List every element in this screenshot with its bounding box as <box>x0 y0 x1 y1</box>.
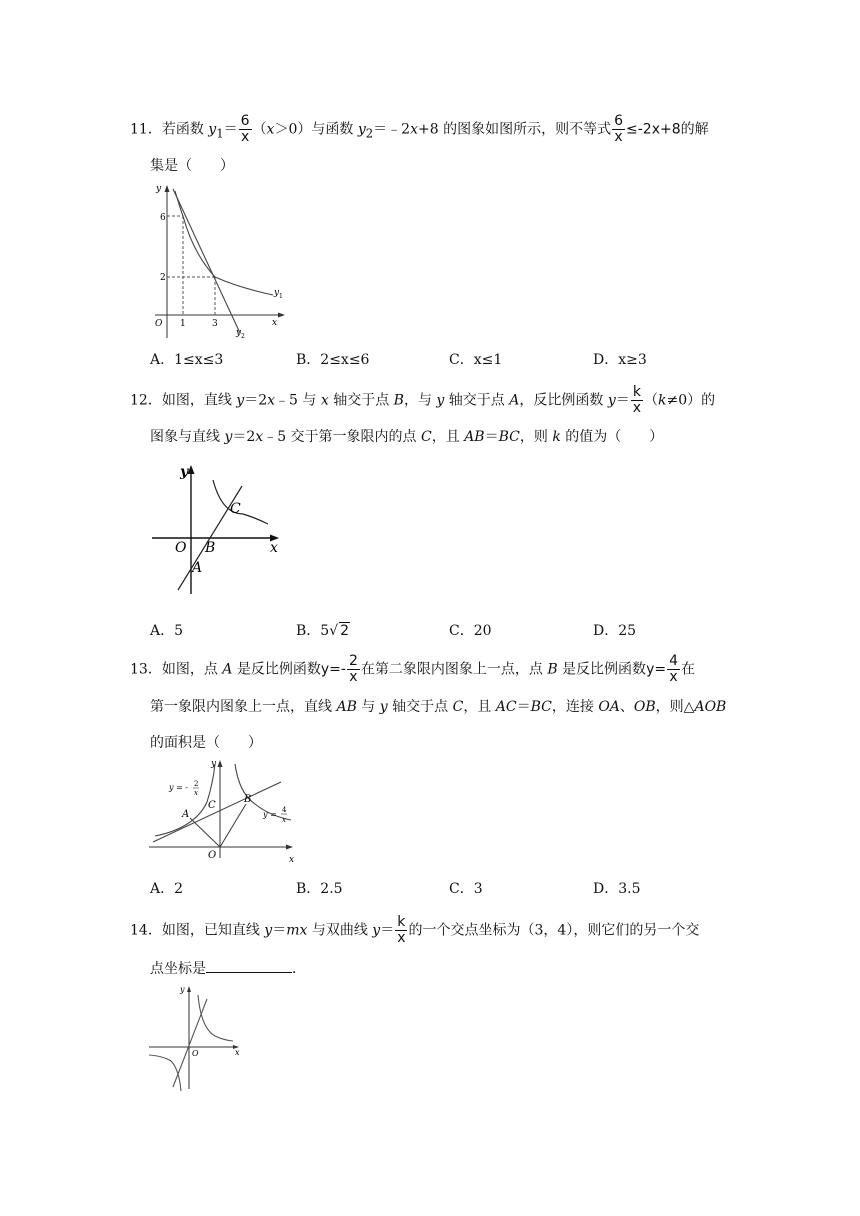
q12-graph-svg <box>150 462 290 602</box>
svg-text:2: 2 <box>194 780 199 788</box>
fraction-k-over-x-q14: $\frac{k}{x}$ <box>397 914 406 946</box>
q13-point-a: A <box>182 809 190 820</box>
q13-graph-svg <box>145 758 305 868</box>
q14-figure <box>145 983 245 1097</box>
q13-y-label: y <box>211 759 217 769</box>
q13-point-b: B <box>244 794 252 805</box>
q11-curve-y1 <box>175 191 273 295</box>
q11-line2: 集是（ ） <box>150 158 234 174</box>
q11-origin: O <box>155 319 163 329</box>
q12-option-a[interactable]: A．5 <box>150 623 184 639</box>
q12-option-b[interactable]: B．5√ 2 <box>296 623 350 639</box>
svg-text:2: 2 <box>241 333 245 340</box>
q13-segment-ob <box>220 804 246 847</box>
q11-x-label: x <box>272 318 278 328</box>
q12-point-c: C <box>230 501 241 517</box>
q11-tick-2: 2 <box>160 273 166 283</box>
q13-line1: 13．如图，点 A 是反比例函数y=- $\frac{2}{x}$ 在第二象限内图象上一点，点 B 是反比例函数y= $\frac{4}{x}$ 在 <box>130 653 695 685</box>
sqrt-symbol: √ 2 <box>329 623 350 639</box>
q13-option-b[interactable]: B．2.5 <box>296 881 343 897</box>
q13-curve-left <box>155 764 215 836</box>
q12-option-d[interactable]: D．25 <box>593 623 637 639</box>
svg-text:4: 4 <box>282 806 287 814</box>
q13-option-d[interactable]: D．3.5 <box>593 881 641 897</box>
q11-number: 11． <box>130 121 162 138</box>
q14-x-label: x <box>235 1048 240 1057</box>
q14-hyperbola-q3 <box>149 1055 181 1091</box>
q12-x-label: x <box>270 540 278 556</box>
q13-left-label: y = - <box>169 783 189 792</box>
q11-y-label: y <box>156 184 162 194</box>
q13-point-c: C <box>208 800 216 811</box>
fraction-2-over-x: $\frac{2}{x}$ <box>348 653 358 685</box>
q13-origin: O <box>208 850 217 861</box>
q13-segment-oa <box>190 818 220 847</box>
q11-option-c[interactable]: C．x≤1 <box>449 352 503 368</box>
fraction-4-over-x: $\frac{4}{x}$ <box>669 653 678 685</box>
q11-tick-1: 1 <box>180 319 186 329</box>
q12-point-a: A <box>192 560 203 576</box>
q13-line3: 的面积是（ ） <box>150 735 262 751</box>
svg-text:x: x <box>194 789 198 797</box>
q11-line1: 11．若函数 $y_1=$ $\frac{6}{x}$ （x＞0）与函数 $y_2=﹣2x+8$ 的图象如图所示，则不等式 $\frac{6}{x}$ ≤-2x+8的解 <box>130 113 709 145</box>
q12-line1: 12．如图，直线 y＝2x﹣5 与 x 轴交于点 B，与 y 轴交于点 A，反比例函数 y＝ $\frac{k}{x}$ （k≠0）的 <box>130 384 716 416</box>
q14-graph-svg <box>145 983 245 1093</box>
fraction-6-over-x-2: $\frac{6}{x}$ <box>614 113 623 145</box>
q11-option-a[interactable]: A．1≤x≤3 <box>150 352 224 368</box>
q13-right-label: y = <box>263 810 277 819</box>
q13-x-label: x <box>289 855 295 865</box>
q13-option-a[interactable]: A．2 <box>150 881 184 897</box>
svg-text:1: 1 <box>279 293 283 300</box>
q14-number: 14． <box>130 922 162 939</box>
q12-y-label: y <box>180 464 189 480</box>
fraction-6-over-x: $\frac{6}{x}$ <box>240 113 250 145</box>
q11-tick-6: 6 <box>160 213 166 223</box>
q13-option-c[interactable]: C．3 <box>449 881 483 897</box>
q12-figure <box>150 462 290 606</box>
q13-line2: 第一象限内图象上一点，直线 AB 与 y 轴交于点 C，且 AC＝BC，连接 OA、OB，则△AOB <box>150 699 727 715</box>
q14-hyperbola-q1 <box>198 995 233 1041</box>
q14-line1: 14．如图，已知直线 y＝mx 与双曲线 y＝ $\frac{k}{x}$ 的一个交点坐标为（3，4），则它们的另一个交 <box>130 914 700 946</box>
q11-curve-label: y <box>274 288 280 298</box>
q11-option-d[interactable]: D．x≥3 <box>593 352 647 368</box>
q11-option-b[interactable]: B．2≤x≤6 <box>296 352 370 368</box>
answer-blank[interactable] <box>206 958 292 973</box>
q12-point-b: B <box>205 540 216 556</box>
q13-number: 13． <box>130 661 162 678</box>
q12-line2: 图象与直线 y＝2x﹣5 交于第一象限内的点 C，且 AB＝BC，则 k 的值为（ ） <box>150 429 664 445</box>
q14-line2: 点坐标是 ． <box>150 958 306 979</box>
q12-option-c[interactable]: C．20 <box>449 623 492 639</box>
q12-number: 12． <box>130 392 162 409</box>
q13-figure <box>145 758 305 872</box>
fraction-k-over-x: $\frac{k}{x}$ <box>632 384 642 416</box>
svg-text:x: x <box>282 816 286 824</box>
q14-origin: O <box>192 1049 199 1058</box>
q11-line-label: y <box>236 328 242 338</box>
q11-figure <box>145 183 290 347</box>
q11-graph-svg <box>145 183 290 343</box>
q14-y-label: y <box>180 985 185 994</box>
q12-origin: O <box>175 540 187 556</box>
q11-tick-3: 3 <box>212 319 218 329</box>
